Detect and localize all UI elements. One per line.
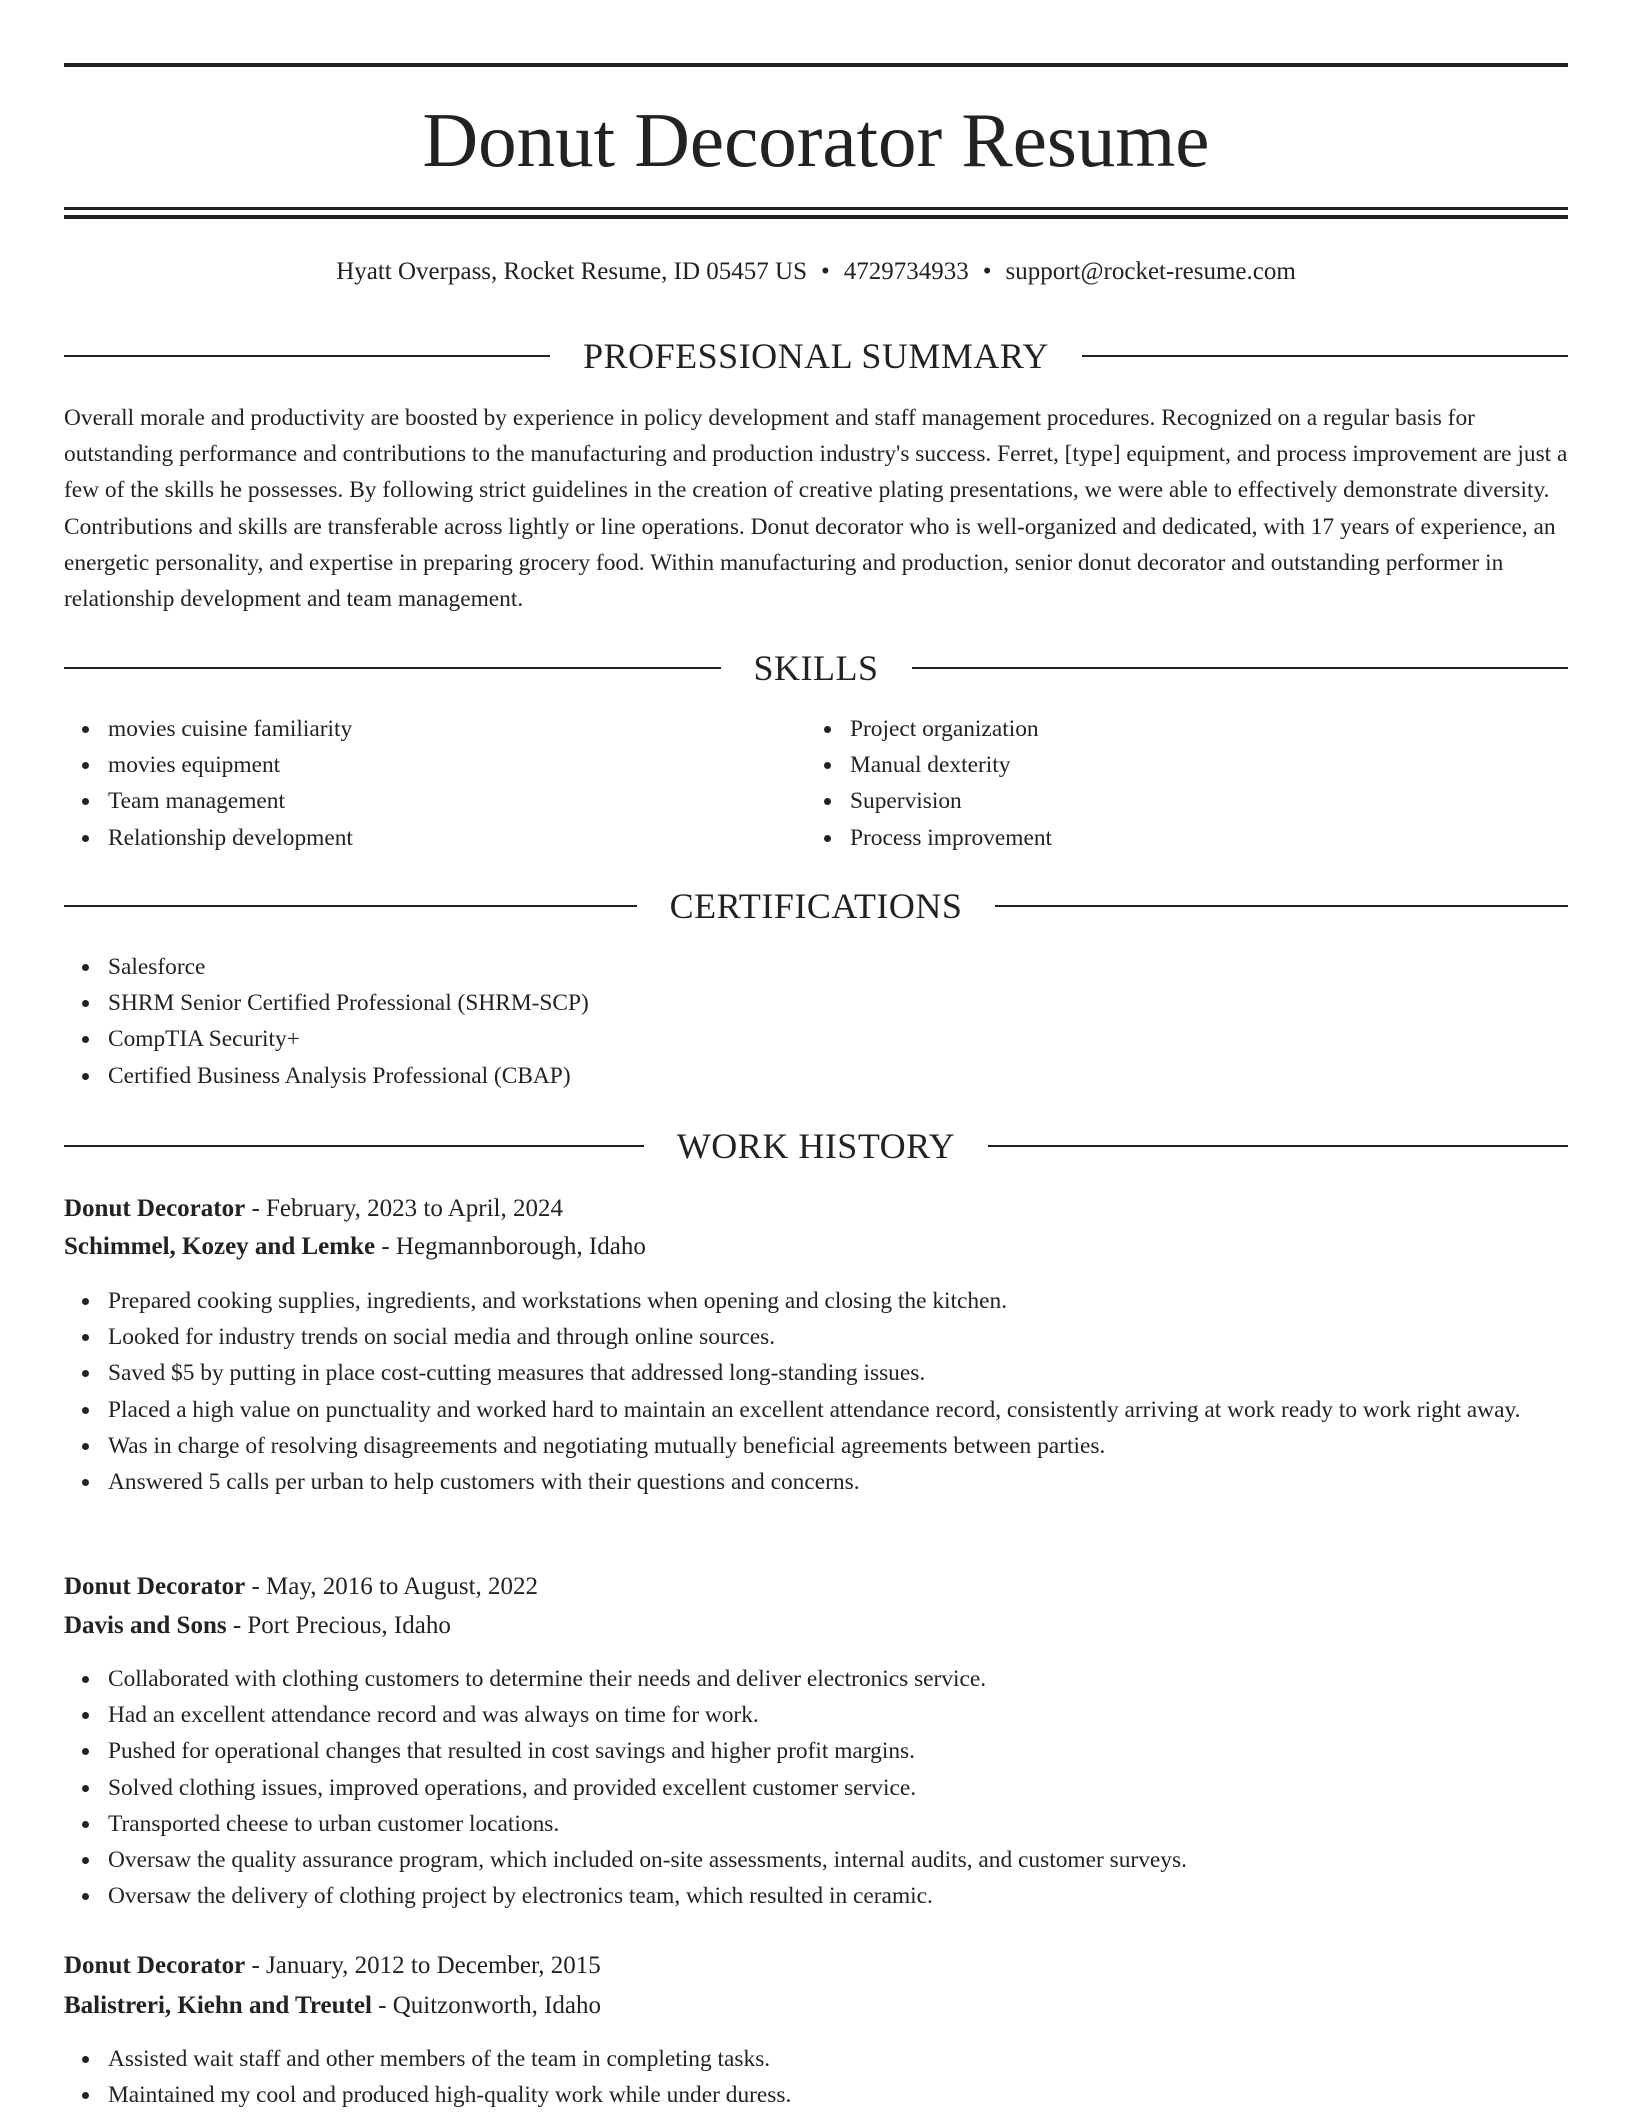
title-underline-rule-second: [64, 215, 1568, 219]
skill-item: Supervision: [850, 783, 1550, 819]
contact-address: Hyatt Overpass, Rocket Resume, ID 05457 US: [336, 258, 807, 285]
section-header-skills: [64, 646, 1568, 690]
job-bullet: Solved clothing issues, improved operations, and provided excellent customer service.: [108, 1770, 1568, 1806]
section-rule-left: [64, 667, 721, 669]
top-rule: [64, 63, 1568, 67]
job-bullet: Transported cheese to urban customer locations.: [108, 1806, 1568, 1842]
section-header-certifications: [64, 884, 1568, 928]
contact-line: [64, 254, 1568, 290]
job-company: Balistreri, Kiehn and Treutel: [64, 1992, 372, 2019]
job-dates: - May, 2016 to August, 2022: [245, 1573, 539, 1600]
skill-item: movies cuisine familiarity: [108, 711, 808, 747]
skill-item: movies equipment: [108, 747, 808, 783]
job-bullet: Looked for industry trends on social media and through online sources.: [108, 1319, 1568, 1355]
job-role: Donut Decorator: [64, 1573, 246, 1600]
certification-item: Certified Business Analysis Professional (CBAP): [108, 1058, 1568, 1094]
skill-item: Team management: [108, 783, 808, 819]
job-bullet: Maintained my cool and produced high-quality work while under duress.: [108, 2077, 1568, 2113]
section-title-summary: PROFESSIONAL SUMMARY: [583, 336, 1049, 376]
job-title-line: [64, 1190, 1568, 1228]
certification-item: CompTIA Security+: [108, 1021, 1568, 1057]
skill-item: Manual dexterity: [850, 747, 1550, 783]
job-location: - Port Precious, Idaho: [226, 1612, 451, 1639]
job-bullet: Placed a high value on punctuality and worked hard to maintain an excellent attendance record, consistently arriving at work ready to work right away.: [108, 1392, 1568, 1428]
contact-separator: •: [820, 258, 830, 285]
job-company: Schimmel, Kozey and Lemke: [64, 1233, 376, 1260]
certifications-list: [64, 949, 1568, 1094]
job-bullet: Had an excellent attendance record and was always on time for work.: [108, 1697, 1568, 1733]
section-rule-right: [912, 667, 1569, 669]
certification-item: Salesforce: [108, 949, 1568, 985]
contact-email[interactable]: support@rocket-resume.com: [1005, 258, 1296, 285]
skill-item: Project organization: [850, 711, 1550, 747]
job-role: Donut Decorator: [64, 1195, 246, 1222]
skill-item: Process improvement: [850, 820, 1550, 856]
certification-item: SHRM Senior Certified Professional (SHRM-SCP): [108, 985, 1568, 1021]
section-title-work-history: WORK HISTORY: [676, 1126, 956, 1166]
job-bullet: Answered 5 calls per urban to help customers with their questions and concerns.: [108, 1464, 1568, 1500]
title-underline-rule: [64, 207, 1568, 210]
job-dates: - January, 2012 to December, 2015: [245, 1952, 601, 1979]
job-bullet: Oversaw the quality assurance program, which included on-site assessments, internal audits, and customer surveys.: [108, 1842, 1568, 1878]
job-bullet: Oversaw the delivery of clothing project by electronics team, which resulted in ceramic.: [108, 1878, 1568, 1914]
section-rule-right: [995, 905, 1568, 907]
job-company-line: [64, 1987, 1568, 2025]
section-rule-left: [64, 905, 637, 907]
job-title-line: [64, 1568, 1568, 1606]
section-header-summary: [64, 334, 1568, 378]
job-company: Davis and Sons: [64, 1612, 227, 1639]
section-header-work-history: [64, 1124, 1568, 1168]
job-bullet: Assisted wait staff and other members of the team in completing tasks.: [108, 2041, 1568, 2077]
section-rule-right: [988, 1145, 1568, 1147]
job-bullet: Pushed for operational changes that resulted in cost savings and higher profit margins.: [108, 1733, 1568, 1769]
job-bullet: Collaborated with clothing customers to determine their needs and deliver electronics service.: [108, 1661, 1568, 1697]
resume-title: Donut Decorator Resume: [422, 97, 1210, 183]
job-bullets: [64, 1661, 1568, 1914]
section-title-skills: SKILLS: [753, 648, 879, 688]
contact-phone: 4729734933: [843, 258, 969, 285]
job-role: Donut Decorator: [64, 1952, 246, 1979]
job-bullets: [64, 2041, 1568, 2113]
skill-item: Relationship development: [108, 820, 808, 856]
job-company-line: [64, 1228, 1568, 1266]
contact-separator: •: [982, 258, 992, 285]
job-location: - Quitzonworth, Idaho: [371, 1992, 602, 2019]
section-title-certifications: CERTIFICATIONS: [669, 886, 963, 926]
job-bullet: Saved $5 by putting in place cost-cutting measures that addressed long-standing issues.: [108, 1355, 1568, 1391]
job-dates: - February, 2023 to April, 2024: [245, 1195, 563, 1222]
section-rule-right: [1082, 355, 1568, 357]
summary-paragraph: Overall morale and productivity are boosted by experience in policy development and staff management procedures. Recognized on a regular basis for outstanding performance and contributions to the manufacturing and production industry's success. Ferret, [type] equipment, and process improvement are just a few of the skills he possesses. By following strict guidelines in the creation of creative plating presentations, we were able to effectively demonstrate diversity. Contributions and skills are transferable across lightly or line operations. Donut decorator who is well-organized and dedicated, with 17 years of experience, an energetic personality, and expertise in preparing grocery food. Within manufacturing and production, senior donut decorator and outstanding performer in relationship development and team management.: [64, 405, 1568, 613]
job-bullet: Was in charge of resolving disagreements and negotiating mutually beneficial agreements between parties.: [108, 1428, 1568, 1464]
skills-list-left: [64, 711, 808, 856]
job-company-line: [64, 1607, 1568, 1645]
section-rule-left: [64, 1145, 644, 1147]
skills-list-right: [806, 711, 1550, 856]
section-rule-left: [64, 355, 550, 357]
job-bullet: Prepared cooking supplies, ingredients, and workstations when opening and closing the kitchen.: [108, 1283, 1568, 1319]
job-bullets: [64, 1283, 1568, 1500]
job-location: - Hegmannborough, Idaho: [375, 1233, 646, 1260]
job-title-line: [64, 1947, 1568, 1985]
